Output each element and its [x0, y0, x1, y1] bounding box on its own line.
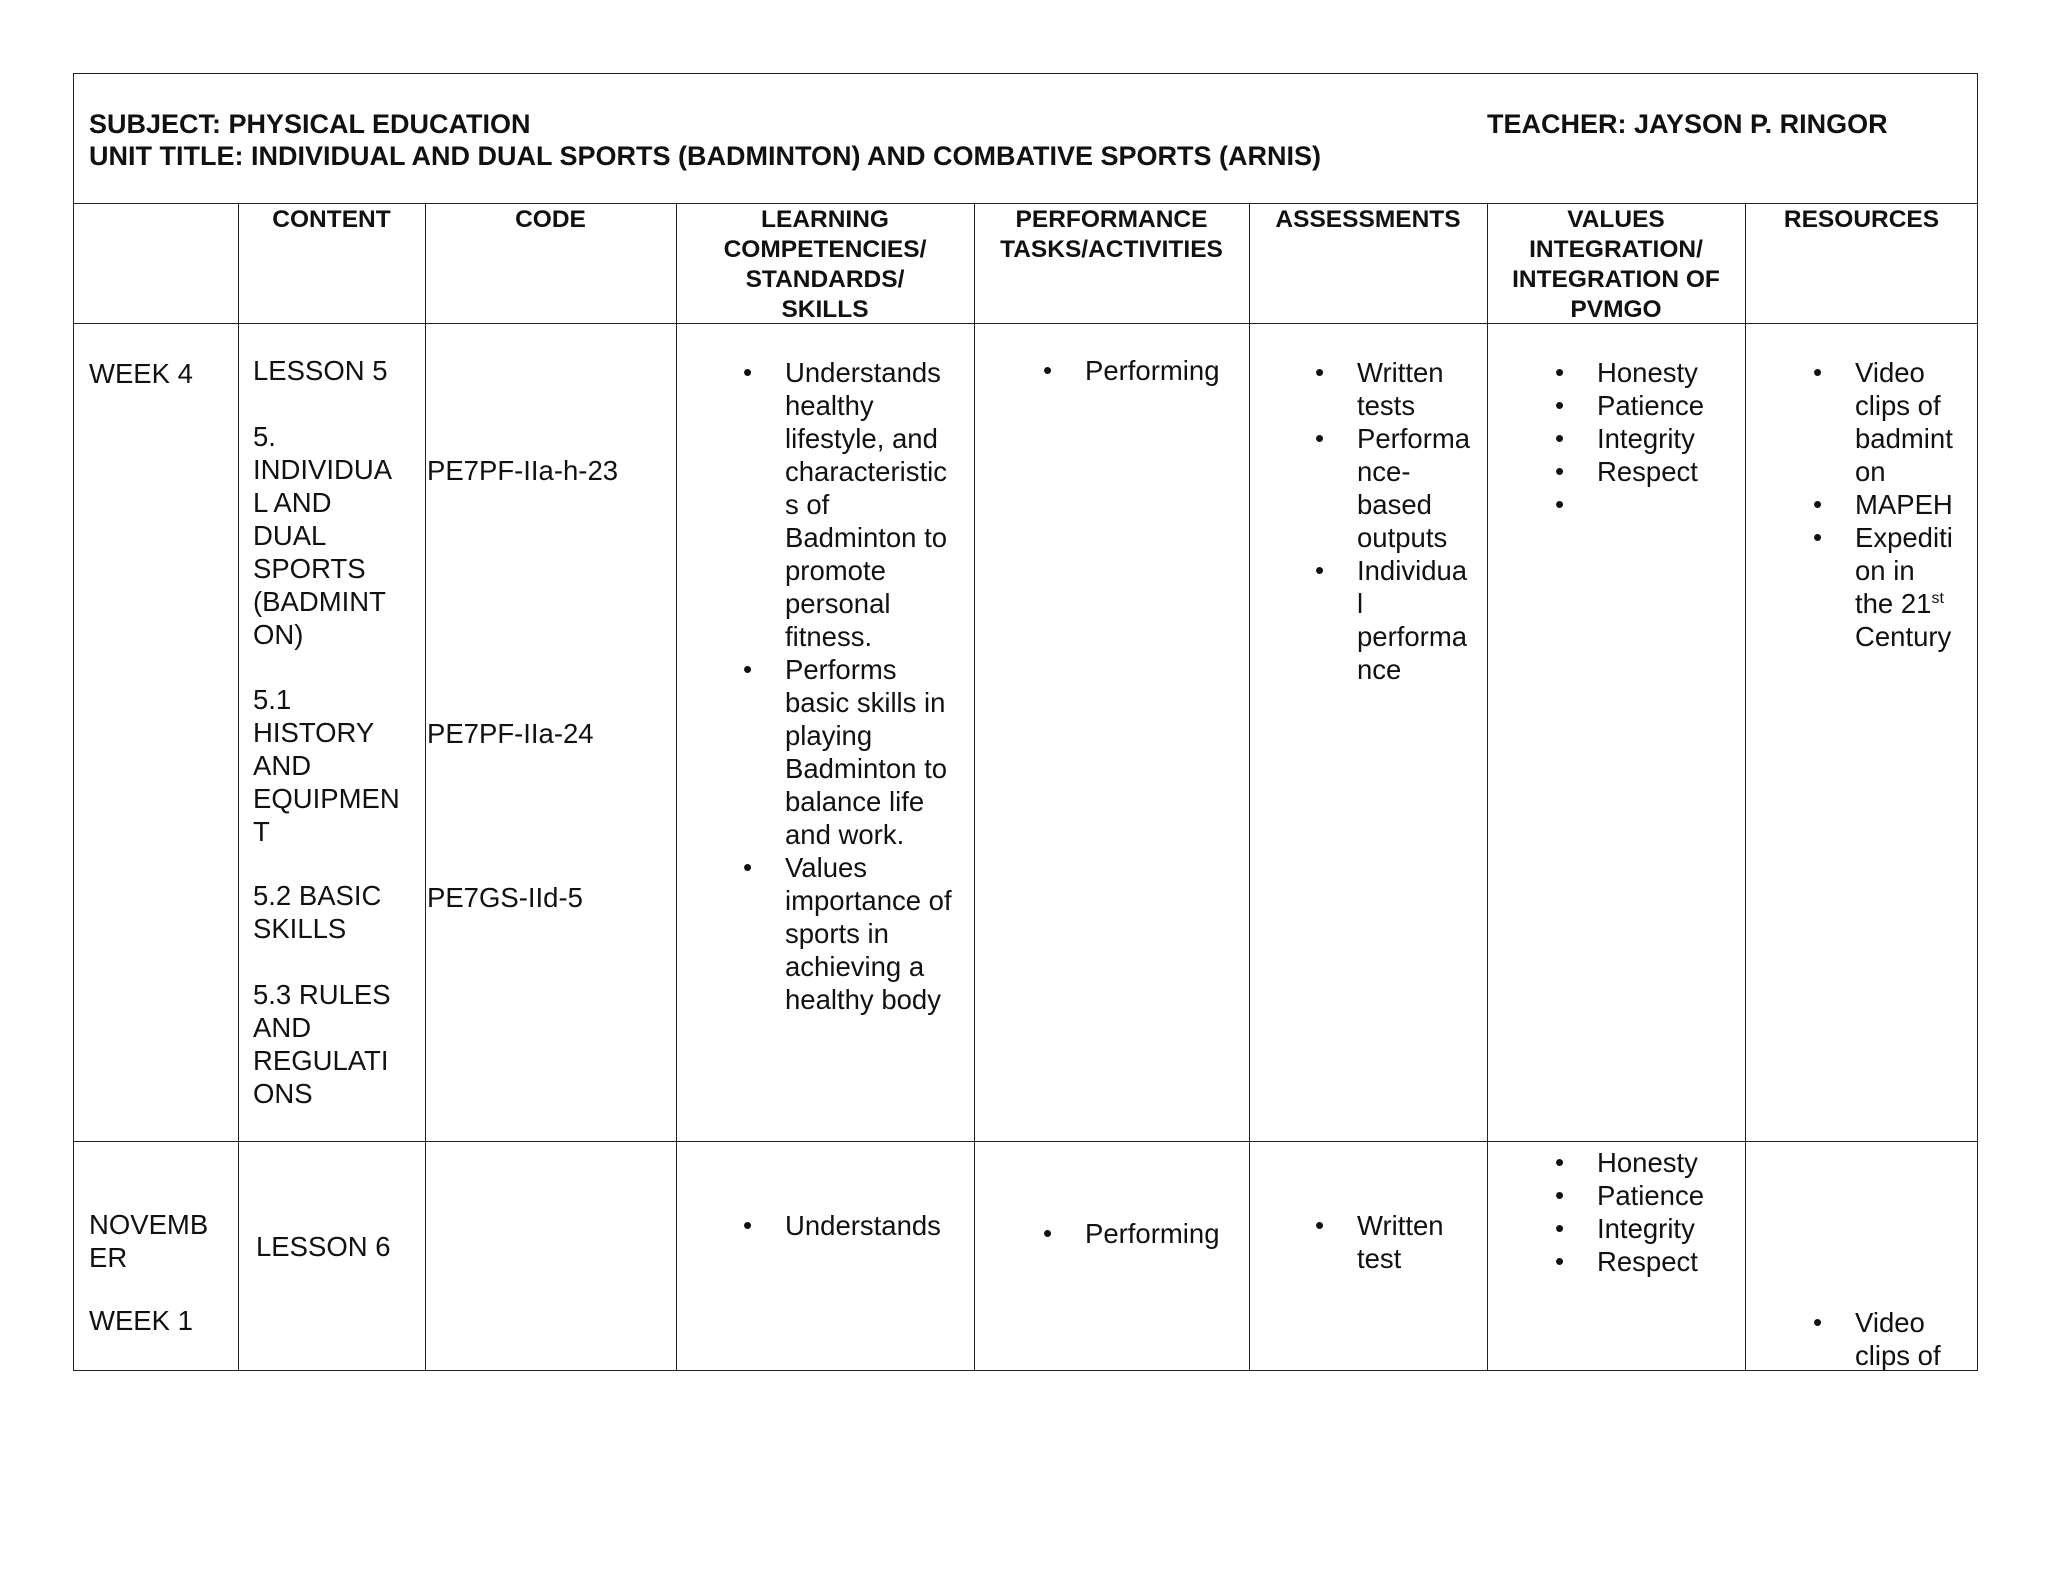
grid-line	[73, 203, 1978, 204]
col-header-tasks: PERFORMANCE TASKS/ACTIVITIES	[1000, 206, 1223, 263]
grid-line	[73, 1141, 1978, 1142]
list-item: • Values importance of sports in achieving a healthy body	[785, 851, 970, 1016]
grid-line	[238, 203, 239, 1371]
row1-values-list	[1597, 356, 1704, 521]
list-item: • Integrity	[1597, 422, 1704, 455]
row1-code: PE7PF-IIa-h-23	[427, 455, 619, 486]
teacher-label: TEACHER: JAYSON P. RINGOR	[1487, 109, 1888, 139]
grid-line	[676, 203, 677, 1371]
col-header-competencies: LEARNING COMPETENCIES/ STANDARDS/ SKILLS	[723, 206, 927, 323]
list-item: • Understands	[785, 1209, 941, 1242]
subject-label: SUBJECT: PHYSICAL EDUCATION	[89, 109, 531, 139]
list-item-label: Expediti on in the 21	[1855, 522, 1953, 619]
list-item: • Performing	[1085, 1217, 1220, 1250]
unit-title: UNIT TITLE: INDIVIDUAL AND DUAL SPORTS (BADMINTON) AND COMBATIVE SPORTS (ARNIS)	[89, 141, 1321, 171]
list-item: • MAPEH	[1855, 488, 1953, 521]
row1-tasks-list	[1085, 354, 1220, 387]
row1-assessments-list	[1357, 356, 1470, 686]
row1-resources-list	[1855, 356, 1953, 653]
list-item: • Understands healthy lifestyle, and characteristic s of Badminton to promote personal fitness.	[785, 356, 970, 653]
col-header-values: VALUES INTEGRATION/ INTEGRATION OF PVMGO	[1512, 206, 1720, 323]
list-item: • Patience	[1597, 389, 1704, 422]
list-item: • Performs basic skills in playing Badminton to balance life and work.	[785, 653, 970, 851]
list-item: • Video clips of badmint on	[1855, 356, 1953, 488]
row2-values-list	[1597, 1146, 1704, 1278]
list-item	[1855, 521, 1953, 653]
list-item: • Honesty	[1597, 356, 1704, 389]
row2-content-lesson: LESSON 6	[256, 1231, 391, 1262]
grid-line	[1487, 203, 1488, 1371]
list-item: • Video clips of	[1855, 1306, 1941, 1372]
list-item	[1597, 488, 1704, 521]
list-item: • Performa nce- based outputs	[1357, 422, 1470, 554]
row1-code: PE7PF-IIa-24	[427, 718, 594, 749]
row2-week: WEEK 1	[89, 1305, 193, 1336]
row2-week-month: NOVEMB ER	[89, 1209, 209, 1273]
row2-assessments-list	[1357, 1209, 1444, 1275]
list-item: • Individua l performa nce	[1357, 554, 1470, 686]
row1-competencies-list	[785, 356, 970, 1016]
grid-line	[425, 203, 426, 1371]
row2-resources-list	[1855, 1306, 1941, 1372]
col-header-code: CODE	[515, 206, 586, 233]
list-item: • Honesty	[1597, 1146, 1704, 1179]
row1-code: PE7GS-IId-5	[427, 882, 583, 913]
list-item: • Patience	[1597, 1179, 1704, 1212]
row1-content-topic: 5.3 RULES AND REGULATI ONS	[253, 979, 391, 1109]
row1-week: WEEK 4	[89, 358, 193, 389]
list-item: • Integrity	[1597, 1212, 1704, 1245]
row2-tasks-list	[1085, 1217, 1220, 1250]
list-item: • Performing	[1085, 354, 1220, 387]
row1-content-topic: 5.2 BASIC SKILLS	[253, 880, 382, 944]
row2-competencies-list	[785, 1209, 941, 1242]
list-item: • Written test	[1357, 1209, 1444, 1275]
grid-line	[974, 203, 975, 1371]
row1-content-lesson: LESSON 5	[253, 355, 388, 386]
col-header-assessments: ASSESSMENTS	[1275, 206, 1461, 233]
list-item: • Respect	[1597, 1245, 1704, 1278]
row1-content-topic: 5.1 HISTORY AND EQUIPMEN T	[253, 684, 400, 847]
col-header-resources: RESOURCES	[1783, 206, 1940, 233]
list-item-label: Century	[1855, 621, 1952, 652]
col-header-content: CONTENT	[272, 206, 391, 233]
superscript: st	[1931, 589, 1944, 607]
grid-line	[1745, 203, 1746, 1371]
list-item: • Written tests	[1357, 356, 1470, 422]
row1-content-topic: 5. INDIVIDUA L AND DUAL SPORTS (BADMINT ON)	[253, 421, 393, 650]
grid-line	[1249, 203, 1250, 1371]
list-item: • Respect	[1597, 455, 1704, 488]
